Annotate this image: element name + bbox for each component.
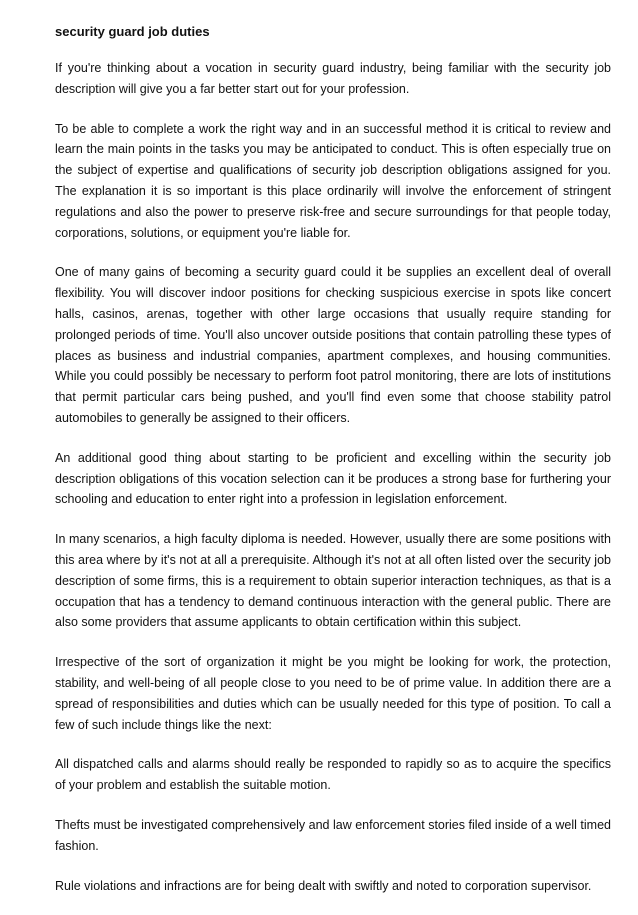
- paragraph-law-enforcement-base: An additional good thing about starting to be proficient and excelling within the security job description obligations of this vocation selection can it be produces a strong base for furthering your schooling and education to enter right into a profession in legislation enforcement.: [55, 450, 611, 507]
- paragraph-intro: If you're thinking about a vocation in security guard industry, being familiar with the security job description will give you a far better start out for your profession.: [55, 61, 611, 96]
- paragraph-education: In many scenarios, a high faculty diploma is needed. However, usually there are some positions with this area where by it's not at all a prerequisite. Although it's not at all often listed over the security job description of some firms, this is a requirement to obtain superior interaction techniques, as that is a occupation that has a tendency to demand continuous interaction with the general public. There are also some providers that assume applicants to obtain certification within this subject.: [55, 532, 611, 630]
- paragraph-dispatched-calls: All dispatched calls and alarms should really be responded to rapidly so as to acquire the specifics of your problem and establish the suitable motion.: [55, 757, 611, 793]
- document-page: [55, 22, 611, 915]
- paragraph-tasks: To be able to complete a work the right way and in an successful method it is critical to review and learn the main points in the tasks you may be anticipated to conduct. This is often especially true on the subject of expertise and qualifications of security job description obligations assigned for you. The explanation it is so important is this place ordinarily will involve the enforcement of stringent regulations and also the power to preserve risk-free and secure surroundings for that people today, corporations, solutions, or equipment you're liable for.: [55, 121, 611, 240]
- paragraph-flexibility: One of many gains of becoming a security guard could it be supplies an excellent deal of overall flexibility. You will discover indoor positions for checking suspicious exercise in spots like concert halls, casinos, arenas, together with other large occasions that usually require standing for prolonged periods of time. You'll also uncover outside positions that contain patrolling these types of places as business and industrial companies, apartment complexes, and housing communities. While you could possibly be necessary to perform foot patrol monitoring, there are lots of institutions that permit particular cars being pushed, and you'll find even some that choose stability patrol automobiles to generally be assigned to their officers.: [55, 265, 611, 425]
- paragraph-responsibilities: Irrespective of the sort of organization it might be you might be looking for work, the protection, stability, and well-being of all people close to you need to be of prime value. In addition there are a spread of responsibilities and duties which can be usually needed for this type of position. To call a few of such include things like the next:: [55, 655, 611, 732]
- paragraph-thefts: Thefts must be investigated comprehensively and law enforcement stories filed inside of a well timed fashion.: [55, 817, 611, 853]
- document-title: security guard job duties: [55, 24, 210, 39]
- paragraph-rule-violations: Rule violations and infractions are for being dealt with swiftly and noted to corporation supervisor.: [55, 878, 592, 893]
